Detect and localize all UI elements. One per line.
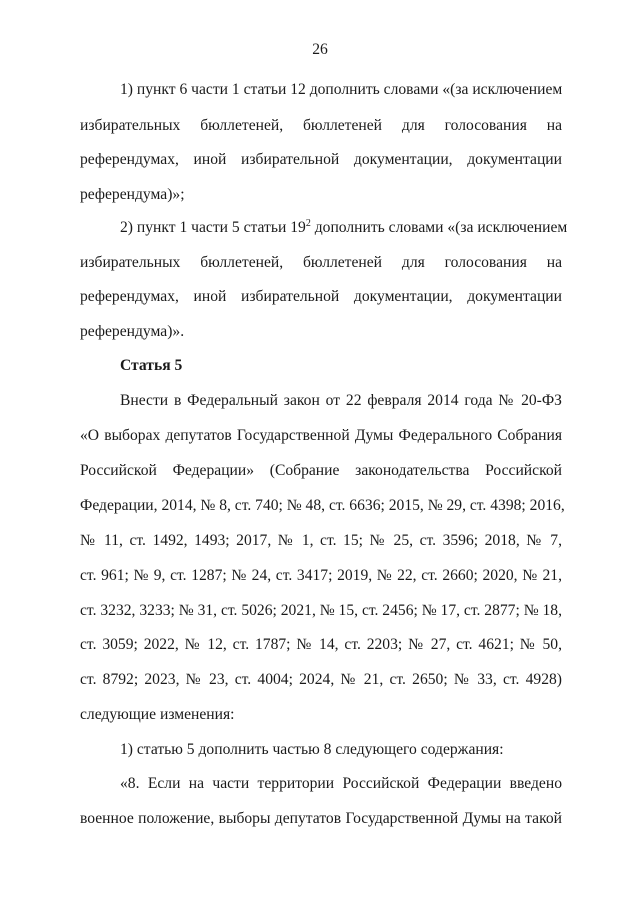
paragraph-line: [120, 218, 568, 238]
paragraph-line: «8. Если на части территории Российской Федерации введено: [120, 775, 562, 792]
paragraph-line: «О выборах депутатов Государственной Думы Федерального Собрания: [80, 427, 562, 444]
paragraph-line: военное положение, выборы депутатов Государственной Думы на такой: [80, 810, 562, 827]
paragraph-line: референдума)»;: [80, 186, 185, 203]
paragraph-line: № 11, ст. 1492, 1493; 2017, № 1, ст. 15; № 25, ст. 3596; 2018, № 7,: [80, 532, 562, 549]
paragraph-line: референдумах, иной избирательной документации, документации: [80, 288, 562, 305]
paragraph-line: Внести в Федеральный закон от 22 февраля 2014 года № 20-ФЗ: [120, 392, 562, 409]
paragraph-line: ст. 8792; 2023, № 23, ст. 4004; 2024, № 21, ст. 2650; № 33, ст. 4928): [80, 671, 562, 688]
article-heading: Статья 5: [120, 357, 183, 374]
line-text-after-superscript: дополнить словами «(за исключением: [310, 219, 568, 236]
paragraph-line: Федерации, 2014, № 8, ст. 740; № 48, ст. 6636; 2015, № 29, ст. 4398; 2016,: [80, 497, 565, 514]
paragraph-line: референдумах, иной избирательной документации, документации: [80, 151, 562, 168]
paragraph-line: избирательных бюллетеней, бюллетеней для голосования на: [80, 254, 562, 271]
paragraph-line: следующие изменения:: [80, 706, 235, 723]
superscript: 2: [305, 218, 311, 229]
paragraph-line: избирательных бюллетеней, бюллетеней для голосования на: [80, 117, 562, 134]
line-text-before-superscript: 2) пункт 1 части 5 статьи 19: [120, 219, 306, 236]
paragraph-line: ст. 3059; 2022, № 12, ст. 1787; № 14, ст. 2203; № 27, ст. 4621; № 50,: [80, 636, 562, 653]
paragraph-line: 1) пункт 6 части 1 статьи 12 дополнить словами «(за исключением: [120, 81, 563, 98]
paragraph-line: 1) статью 5 дополнить частью 8 следующего содержания:: [120, 741, 504, 758]
paragraph-line: референдума)».: [80, 323, 185, 340]
page-number: 26: [312, 41, 328, 58]
paragraph-line: Российской Федерации» (Собрание законодательства Российской: [80, 462, 562, 479]
paragraph-line: ст. 961; № 9, ст. 1287; № 24, ст. 3417; 2019, № 22, ст. 2660; 2020, № 21,: [80, 567, 562, 584]
paragraph-line: ст. 3232, 3233; № 31, ст. 5026; 2021, № 15, ст. 2456; № 17, ст. 2877; № 18,: [80, 602, 562, 619]
